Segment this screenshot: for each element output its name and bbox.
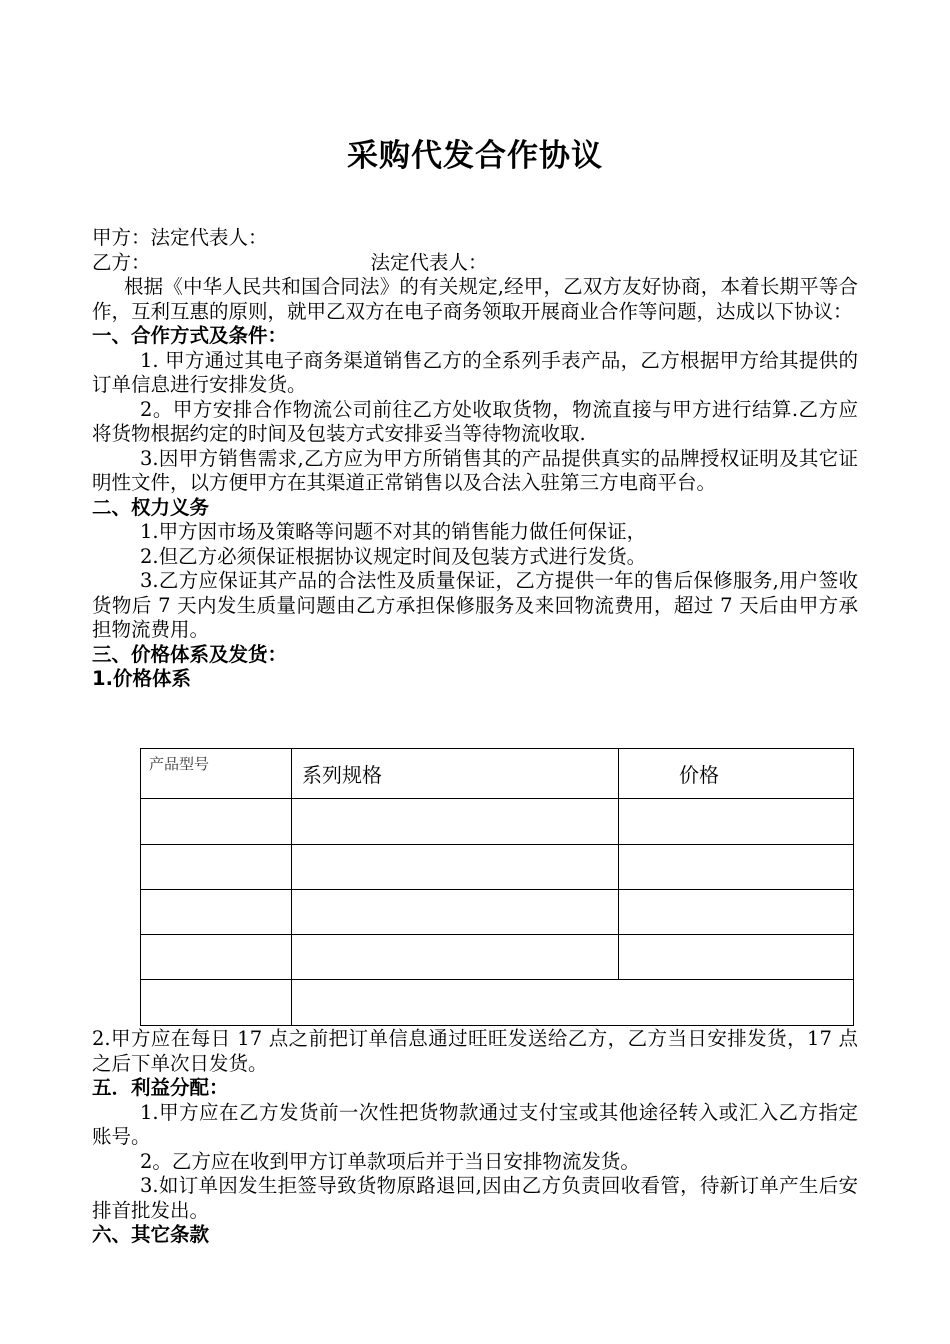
party-b-label: 乙方： xyxy=(92,250,151,274)
section3-item-2: 2.甲方应在每日 17 点之前把订单信息通过旺旺发送给乙方，乙方当日安排发货，17 点之后下单次日发货。 xyxy=(92,1027,858,1075)
section2-item-1: 1.甲方因市场及策略等问题不对其的销售能力做任何保证， xyxy=(140,520,647,543)
party-a-line: 甲方：法定代表人： xyxy=(92,226,268,249)
section1-item-1: 1. 甲方通过其电子商务渠道销售乙方的全系列手表产品，乙方根据甲方给其提供的订单信息进行安排发货。 xyxy=(92,348,858,396)
table-cell[interactable] xyxy=(141,935,292,980)
table-cell[interactable] xyxy=(141,799,292,845)
table-cell[interactable] xyxy=(141,845,292,890)
section2-item-3 xyxy=(92,569,858,643)
table-cell[interactable] xyxy=(619,935,854,980)
section5-item-2: 2。乙方应在收到甲方订单款项后并于当日安排物流发货。 xyxy=(140,1149,640,1173)
table-cell[interactable] xyxy=(292,890,619,935)
document-body xyxy=(92,226,858,692)
table-row xyxy=(141,890,854,935)
section5-item-1: 1.甲方应在乙方发货前一次性把货物款通过支付宝或其他途径转入或汇入乙方指定账号。 xyxy=(92,1100,858,1148)
section2-item-3-part-a: 3.乙方应保证其产品的合法性及质量保证， xyxy=(140,569,516,592)
section2-item-3-part-b: 乙方提供一年的售后保修服务,用户签收货物后 7 天内发生质量问题由乙方承担保修服务及来回物流费用，超过 7 天后由甲方承担物流费用。 xyxy=(92,569,858,641)
section3-heading: 三、价格体系及发货： xyxy=(92,642,288,666)
document-title: 采购代发合作协议 xyxy=(347,138,603,174)
table-cell[interactable] xyxy=(619,845,854,890)
section1-heading: 一、合作方式及条件： xyxy=(92,324,288,347)
section1-item-2: 2。甲方安排合作物流公司前往乙方处收取货物，物流直接与甲方进行结算.乙方应将货物根据约定的时间及包装方式安排妥当等待物流收取. xyxy=(92,397,858,445)
price-table-header-row xyxy=(141,749,854,799)
header-spec: 系列规格 xyxy=(292,749,619,799)
section1-item-3: 3.因甲方销售需求,乙方应为甲方所销售其的产品提供真实的品牌授权证明及其它证明性文件，以方便甲方在其渠道正常销售以及合法入驻第三方电商平台。 xyxy=(92,446,858,494)
table-cell[interactable] xyxy=(141,980,292,1026)
table-cell[interactable] xyxy=(292,935,619,980)
intro-paragraph: 根据《中华人民共和国合同法》的有关规定,经甲，乙双方友好协商，本着长期平等合作，互利互惠的原则，就甲乙双方在电子商务领取开展商业合作等问题，达成以下协议： xyxy=(92,275,858,323)
table-cell-merged[interactable] xyxy=(292,980,854,1026)
party-b-representative: 法定代表人： xyxy=(370,250,488,274)
table-cell[interactable] xyxy=(292,799,619,845)
party-b-line xyxy=(92,251,858,276)
header-price: 价格 xyxy=(619,749,854,799)
section5-heading: 五．利益分配： xyxy=(92,1076,229,1099)
table-cell[interactable] xyxy=(619,799,854,845)
table-row xyxy=(141,935,854,980)
table-cell[interactable] xyxy=(292,845,619,890)
section2-heading: 二、权力义务 xyxy=(92,495,210,519)
table-cell[interactable] xyxy=(619,890,854,935)
header-model: 产品型号 xyxy=(141,749,292,799)
table-row xyxy=(141,980,854,1026)
price-table xyxy=(140,748,854,1026)
table-row xyxy=(141,799,854,845)
document-body-continued xyxy=(92,1027,858,1248)
table-row xyxy=(141,845,854,890)
section3-sub1: 1.价格体系 xyxy=(92,667,191,690)
table-cell[interactable] xyxy=(141,890,292,935)
section2-item-2: 2.但乙方必须保证根据协议规定时间及包装方式进行发货。 xyxy=(140,544,647,568)
section5-item-3: 3.如订单因发生拒签导致货物原路退回,因由乙方负责回收看管，待新订单产生后安排首批发出。 xyxy=(92,1174,858,1222)
section6-heading: 六、其它条款 xyxy=(92,1223,210,1246)
